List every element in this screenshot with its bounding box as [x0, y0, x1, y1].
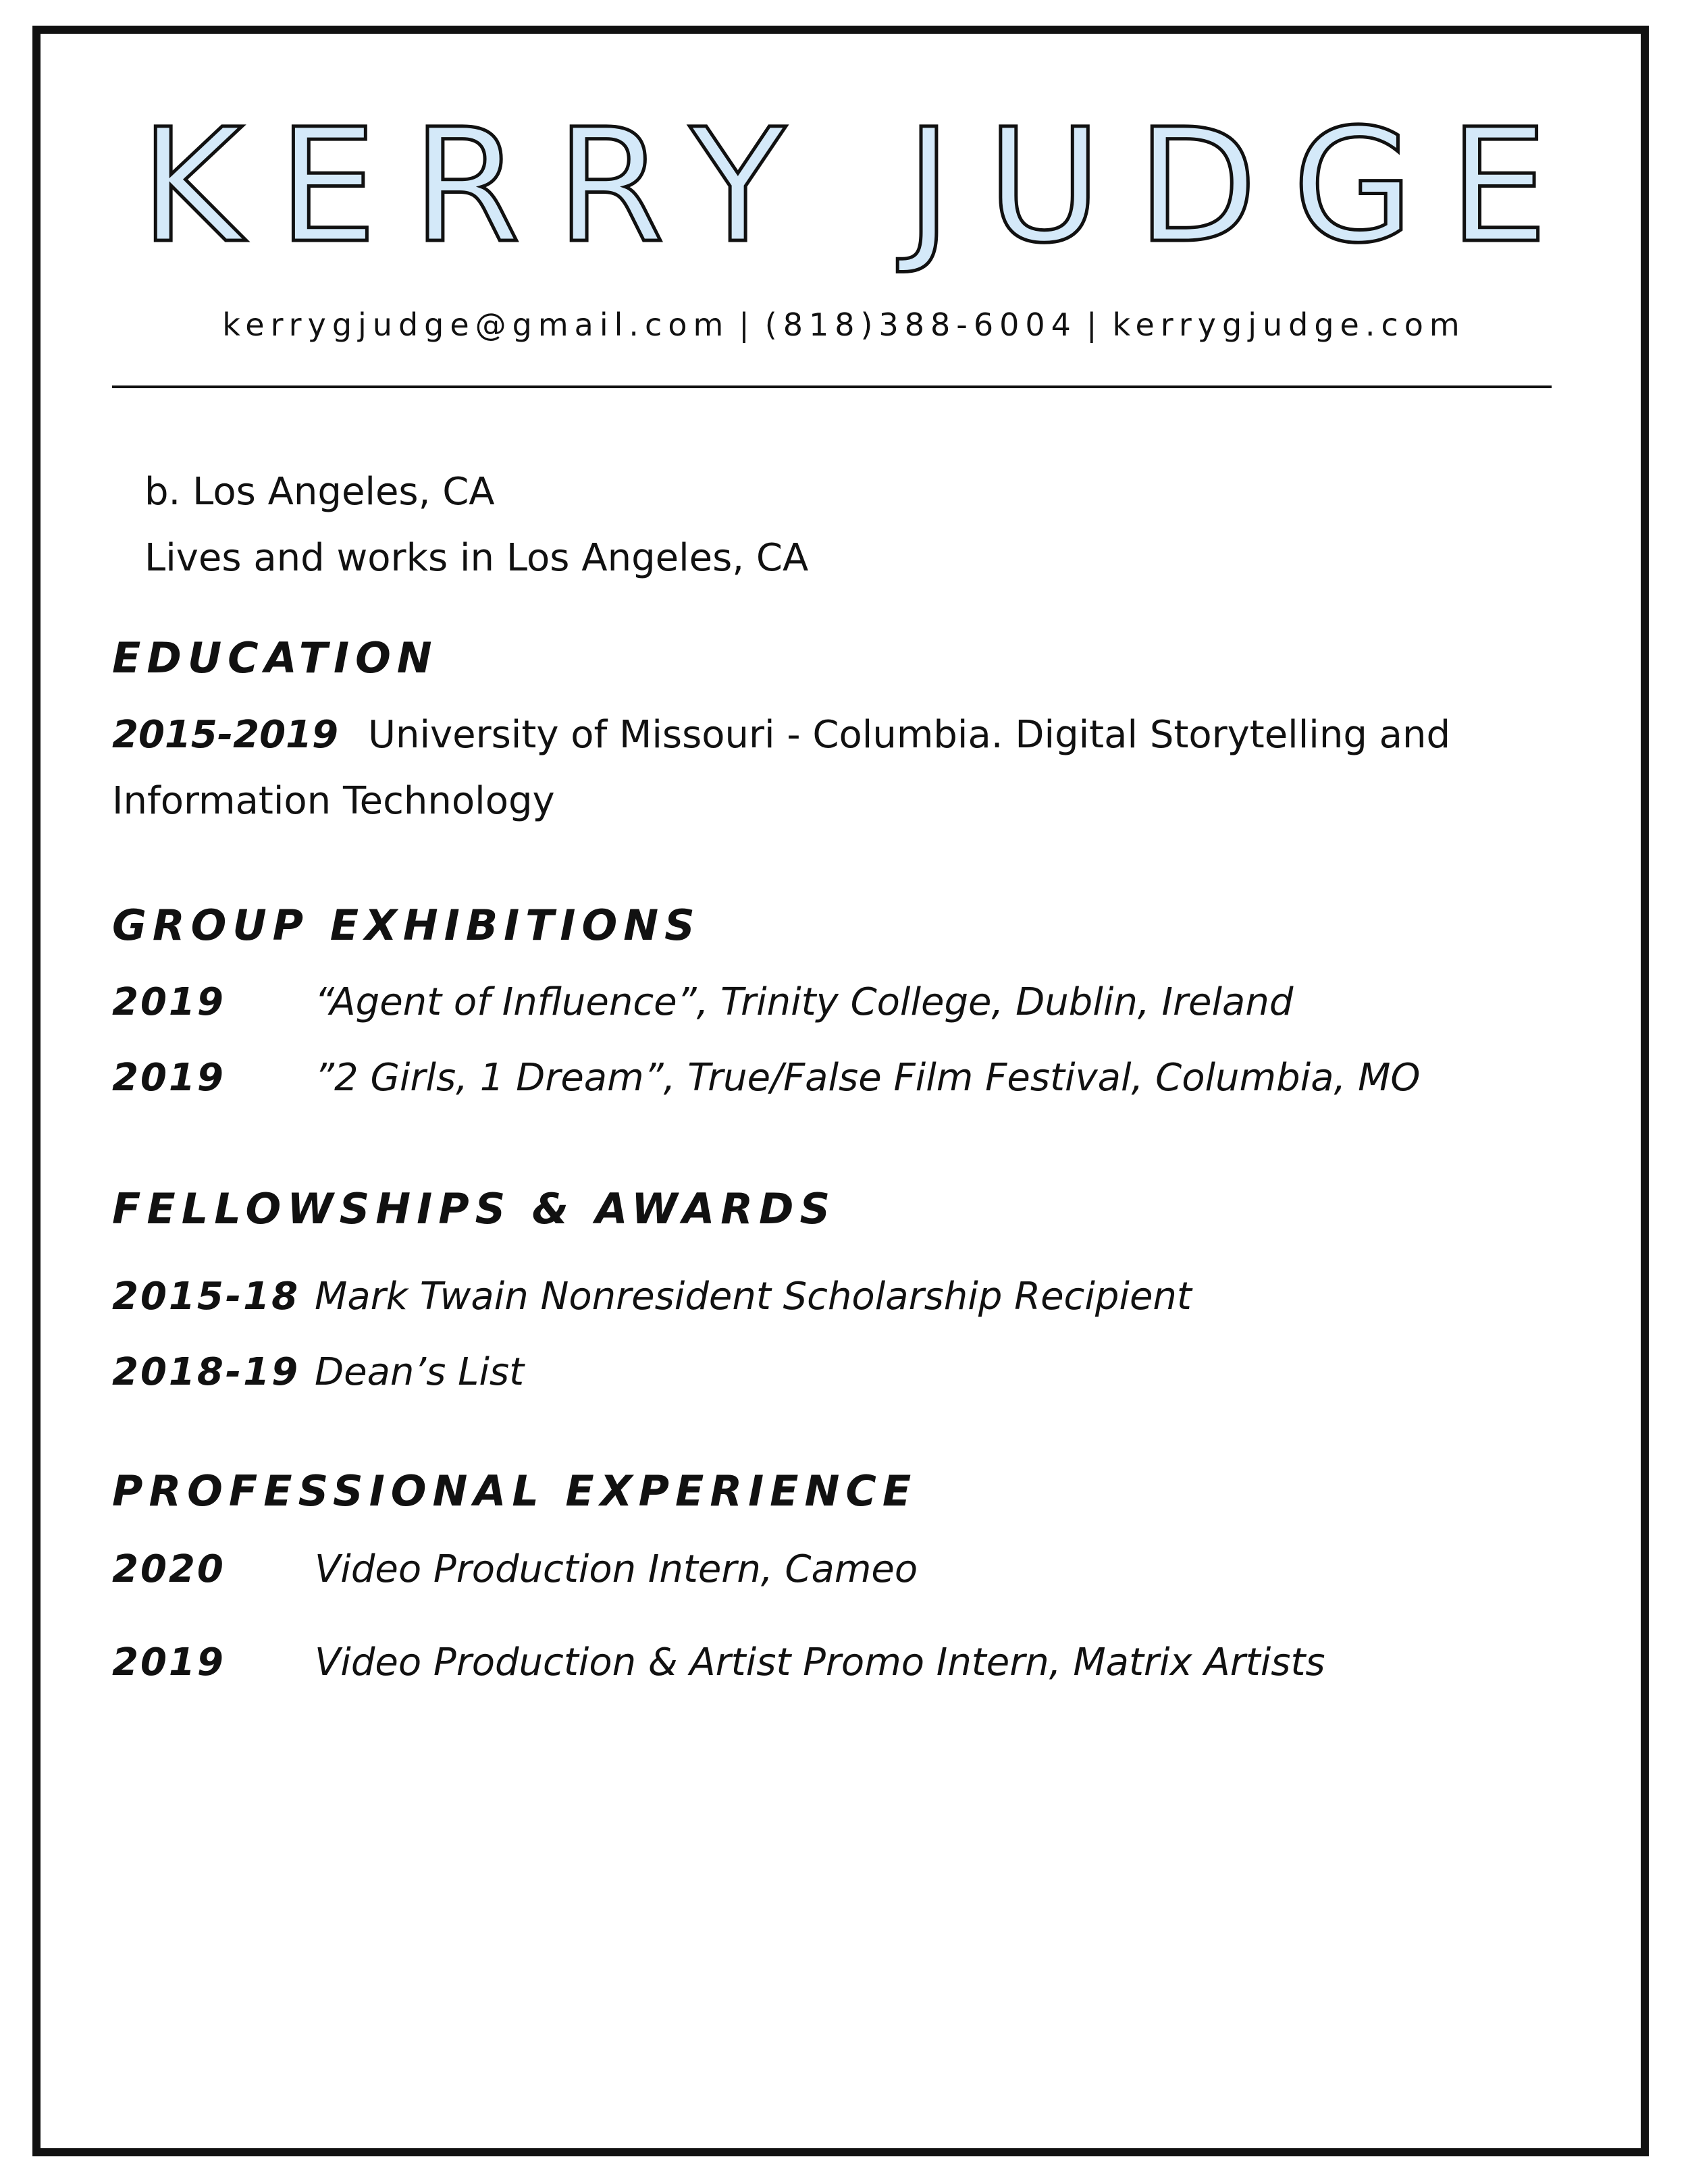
section-title-professional-experience: PROFESSIONAL EXPERIENCE	[112, 1466, 918, 1516]
entry-year: 2015-18	[112, 1275, 300, 1319]
entry-description: University of Missouri - Columbia. Digital Storytelling and	[367, 713, 1451, 757]
section-title-fellowships-awards: FELLOWSHIPS & AWARDS	[112, 1184, 837, 1233]
exhibition-entry	[112, 1045, 1421, 1111]
experience-entry	[112, 1537, 918, 1603]
contact-separator: |	[1086, 307, 1103, 343]
entry-year: 2015-2019	[112, 713, 338, 757]
email-link[interactable]: kerrygjudge@gmail.com	[222, 307, 730, 343]
award-entry	[112, 1339, 524, 1406]
entry-description: Dean’s List	[315, 1350, 525, 1394]
phone-number[interactable]: (818)388-6004	[764, 307, 1077, 343]
exhibition-entry	[112, 969, 1293, 1036]
entry-description: ”2 Girls, 1 Dream”, True/False Film Festival, Columbia, MO	[315, 1056, 1421, 1100]
contact-separator: |	[739, 307, 756, 343]
entry-year: 2018-19	[112, 1350, 300, 1394]
entry-description: Mark Twain Nonresident Scholarship Recipient	[315, 1275, 1192, 1319]
education-entry	[112, 702, 1450, 834]
residence: Lives and works in Los Angeles, CA	[144, 536, 809, 580]
entry-year: 2019	[112, 1056, 226, 1100]
intro-block	[144, 459, 808, 591]
entry-description: “Agent of Influence”, Trinity College, Dublin, Ireland	[315, 980, 1294, 1024]
website-link[interactable]: kerrygjudge.com	[1112, 307, 1466, 343]
entry-description: Video Production & Artist Promo Intern, Matrix Artists	[315, 1641, 1325, 1684]
entry-year: 2019	[112, 980, 226, 1024]
section-title-group-exhibitions: GROUP EXHIBITIONS	[112, 901, 701, 950]
entry-description: Video Production Intern, Cameo	[315, 1547, 918, 1591]
contact-line	[0, 307, 1688, 343]
applicant-name: KERRY JUDGE	[140, 95, 1583, 277]
entry-year: 2020	[112, 1547, 226, 1591]
award-entry	[112, 1264, 1192, 1330]
entry-year: 2019	[112, 1641, 226, 1684]
header-divider	[112, 385, 1552, 388]
experience-entry	[112, 1630, 1325, 1696]
entry-description-continued: Information Technology	[112, 779, 555, 823]
section-title-education: EDUCATION	[112, 633, 438, 683]
birthplace: b. Los Angeles, CA	[144, 470, 495, 514]
